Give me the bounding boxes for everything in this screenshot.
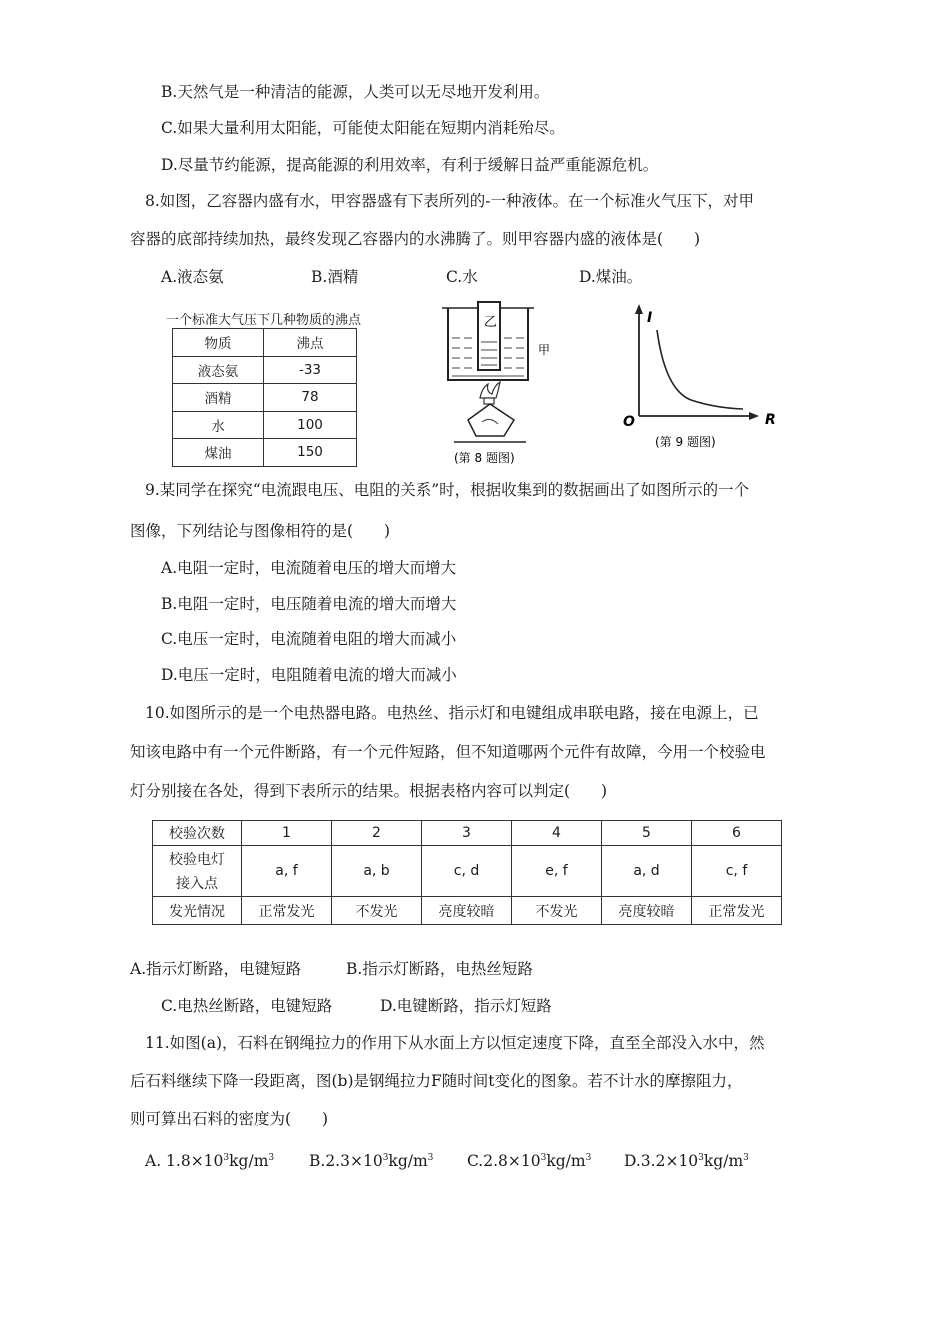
- q11-option-d: $D.3.2\times 10^3kg/m^3$: [624, 1152, 749, 1170]
- table-row: [153, 897, 782, 925]
- q10-stem-line1: 10.如图所示的是一个电热器电路。电热丝、指示灯和电键组成串联电路，接在电源上，已: [145, 704, 759, 722]
- table-header-substance: 物质: [173, 329, 264, 357]
- q7-option-c: C.如果大量利用太阳能，可能使太阳能在短期内消耗殆尽。: [161, 119, 565, 137]
- q11-stem-line3: 则可算出石料的密度为( ): [130, 1110, 329, 1128]
- q10-options-row1: [130, 958, 533, 980]
- q10-option-a: A.指示灯断路，电键短路: [130, 960, 302, 978]
- q11-stem-line2: 后石料继续下降一段距离，图(b)是钢绳拉力F随时间t变化的图象。若不计水的摩擦阻力，: [130, 1072, 743, 1090]
- q10-option-b: B.指示灯断路，电热丝短路: [346, 960, 533, 978]
- table-row: [173, 329, 357, 357]
- q11-options: [145, 1150, 749, 1172]
- table-cell: 3: [422, 821, 512, 846]
- table-cell: a, f: [242, 846, 332, 897]
- q11-option-c: $C.2.8\times 10^3kg/m^3$: [467, 1152, 592, 1170]
- q8-stem-line1: 8.如图，乙容器内盛有水，甲容器盛有下表所列的-一种液体。在一个标准火气压下，对甲: [145, 192, 755, 210]
- q9-option-d: D.电压一定时，电阻随着电流的增大而减小: [161, 666, 457, 684]
- table-header-result: 发光情况: [153, 897, 242, 925]
- q8-option-b: B.酒精: [311, 268, 359, 286]
- q8-options: [161, 266, 642, 288]
- q10-option-d: D.电键断路，指示灯短路: [380, 997, 552, 1015]
- q9-stem-line2: 图像，下列结论与图像相符的是( ): [130, 522, 391, 540]
- table-cell: 不发光: [332, 897, 422, 925]
- table-header-boiling-point: 沸点: [264, 329, 357, 357]
- q10-options-row2: [161, 995, 552, 1017]
- table-cell: 6: [692, 821, 782, 846]
- table-cell: a, d: [602, 846, 692, 897]
- q9-figure-caption: (第 9 题图): [655, 435, 716, 449]
- q11-option-b: $B.2.3\times 10^3kg/m^3$: [309, 1152, 434, 1170]
- q7-option-b: B.天然气是一种清洁的能源，人类可以无尽地开发利用。: [161, 83, 550, 101]
- axis-label-r: R: [765, 412, 776, 428]
- q10-option-c: C.电热丝断路，电键短路: [161, 997, 333, 1015]
- table-cell: 4: [512, 821, 602, 846]
- table-cell: 亮度较暗: [422, 897, 512, 925]
- label-yi: 乙: [484, 315, 498, 330]
- table-row: [173, 439, 357, 467]
- table-row: [173, 384, 357, 412]
- q10-stem-line2: 知该电路中有一个元件断路，有一个元件短路，但不知道哪两个元件有故障，今用一个校验电: [130, 743, 766, 761]
- origin-label: O: [623, 414, 635, 430]
- q8-option-a: A.液态氨: [161, 268, 224, 286]
- table-cell: 不发光: [512, 897, 602, 925]
- q10-stem-line3: 灯分别接在各处，得到下表所示的结果。根据表格内容可以判定( ): [130, 782, 608, 800]
- q7-option-d: D.尽量节约能源，提高能源的利用效率，有利于缓解日益严重能源危机。: [161, 156, 659, 174]
- table-cell: -33: [264, 356, 357, 384]
- table-row: [153, 821, 782, 846]
- table-row: [173, 356, 357, 384]
- q9-option-b: B.电阻一定时，电压随着电流的增大而增大: [161, 595, 457, 613]
- table-cell: 亮度较暗: [602, 897, 692, 925]
- table-cell: 78: [264, 384, 357, 412]
- q9-option-c: C.电压一定时，电流随着电阻的增大而减小: [161, 630, 457, 648]
- table-cell: c, f: [692, 846, 782, 897]
- q8-option-d: D.煤油。: [579, 268, 643, 286]
- q11-option-a: A. $1.8\times 10^3kg/m^3$: [145, 1152, 275, 1170]
- table-cell: 100: [264, 411, 357, 439]
- boiling-point-table: [172, 328, 357, 467]
- table-cell: 2: [332, 821, 422, 846]
- q9-ir-graph: [615, 302, 785, 460]
- table-row: [173, 411, 357, 439]
- table-cell: 正常发光: [242, 897, 332, 925]
- table-cell: 150: [264, 439, 357, 467]
- q8-figure-caption: (第 8 题图): [454, 451, 515, 465]
- q11-stem-line1: 11.如图(a)，石料在钢绳拉力的作用下从水面上方以恒定速度下降，直至全部没入水中，然: [145, 1034, 765, 1052]
- table-cell: c, d: [422, 846, 512, 897]
- q9-option-a: A.电阻一定时，电流随着电压的增大而增大: [161, 559, 457, 577]
- axis-label-i: I: [647, 310, 653, 326]
- table-cell: 1: [242, 821, 332, 846]
- q8-container-figure: [430, 298, 570, 470]
- table-row: [153, 846, 782, 897]
- table-header-trial: 校验次数: [153, 821, 242, 846]
- label-jia: 甲: [538, 343, 551, 357]
- boiling-table-caption: 一个标准大气压下几种物质的沸点: [166, 313, 362, 328]
- fault-test-table: [152, 820, 782, 925]
- table-cell: 5: [602, 821, 692, 846]
- q8-stem-line2: 容器的底部持续加热，最终发现乙容器内的水沸腾了。则甲容器内盛的液体是( ): [130, 230, 701, 248]
- table-cell: 煤油: [173, 439, 264, 467]
- table-cell: e, f: [512, 846, 602, 897]
- header-line-1: 校验电灯: [169, 852, 225, 868]
- table-header-connection-point: [153, 846, 242, 897]
- table-cell: 酒精: [173, 384, 264, 412]
- table-cell: 水: [173, 411, 264, 439]
- table-cell: a, b: [332, 846, 422, 897]
- table-cell: 液态氨: [173, 356, 264, 384]
- header-line-2: 接入点: [176, 876, 218, 892]
- q8-option-c: C.水: [446, 268, 478, 286]
- table-cell: 正常发光: [692, 897, 782, 925]
- q9-stem-line1: 9.某同学在探究“电流跟电压、电阻的关系”时，根据收集到的数据画出了如图所示的一个: [145, 481, 750, 499]
